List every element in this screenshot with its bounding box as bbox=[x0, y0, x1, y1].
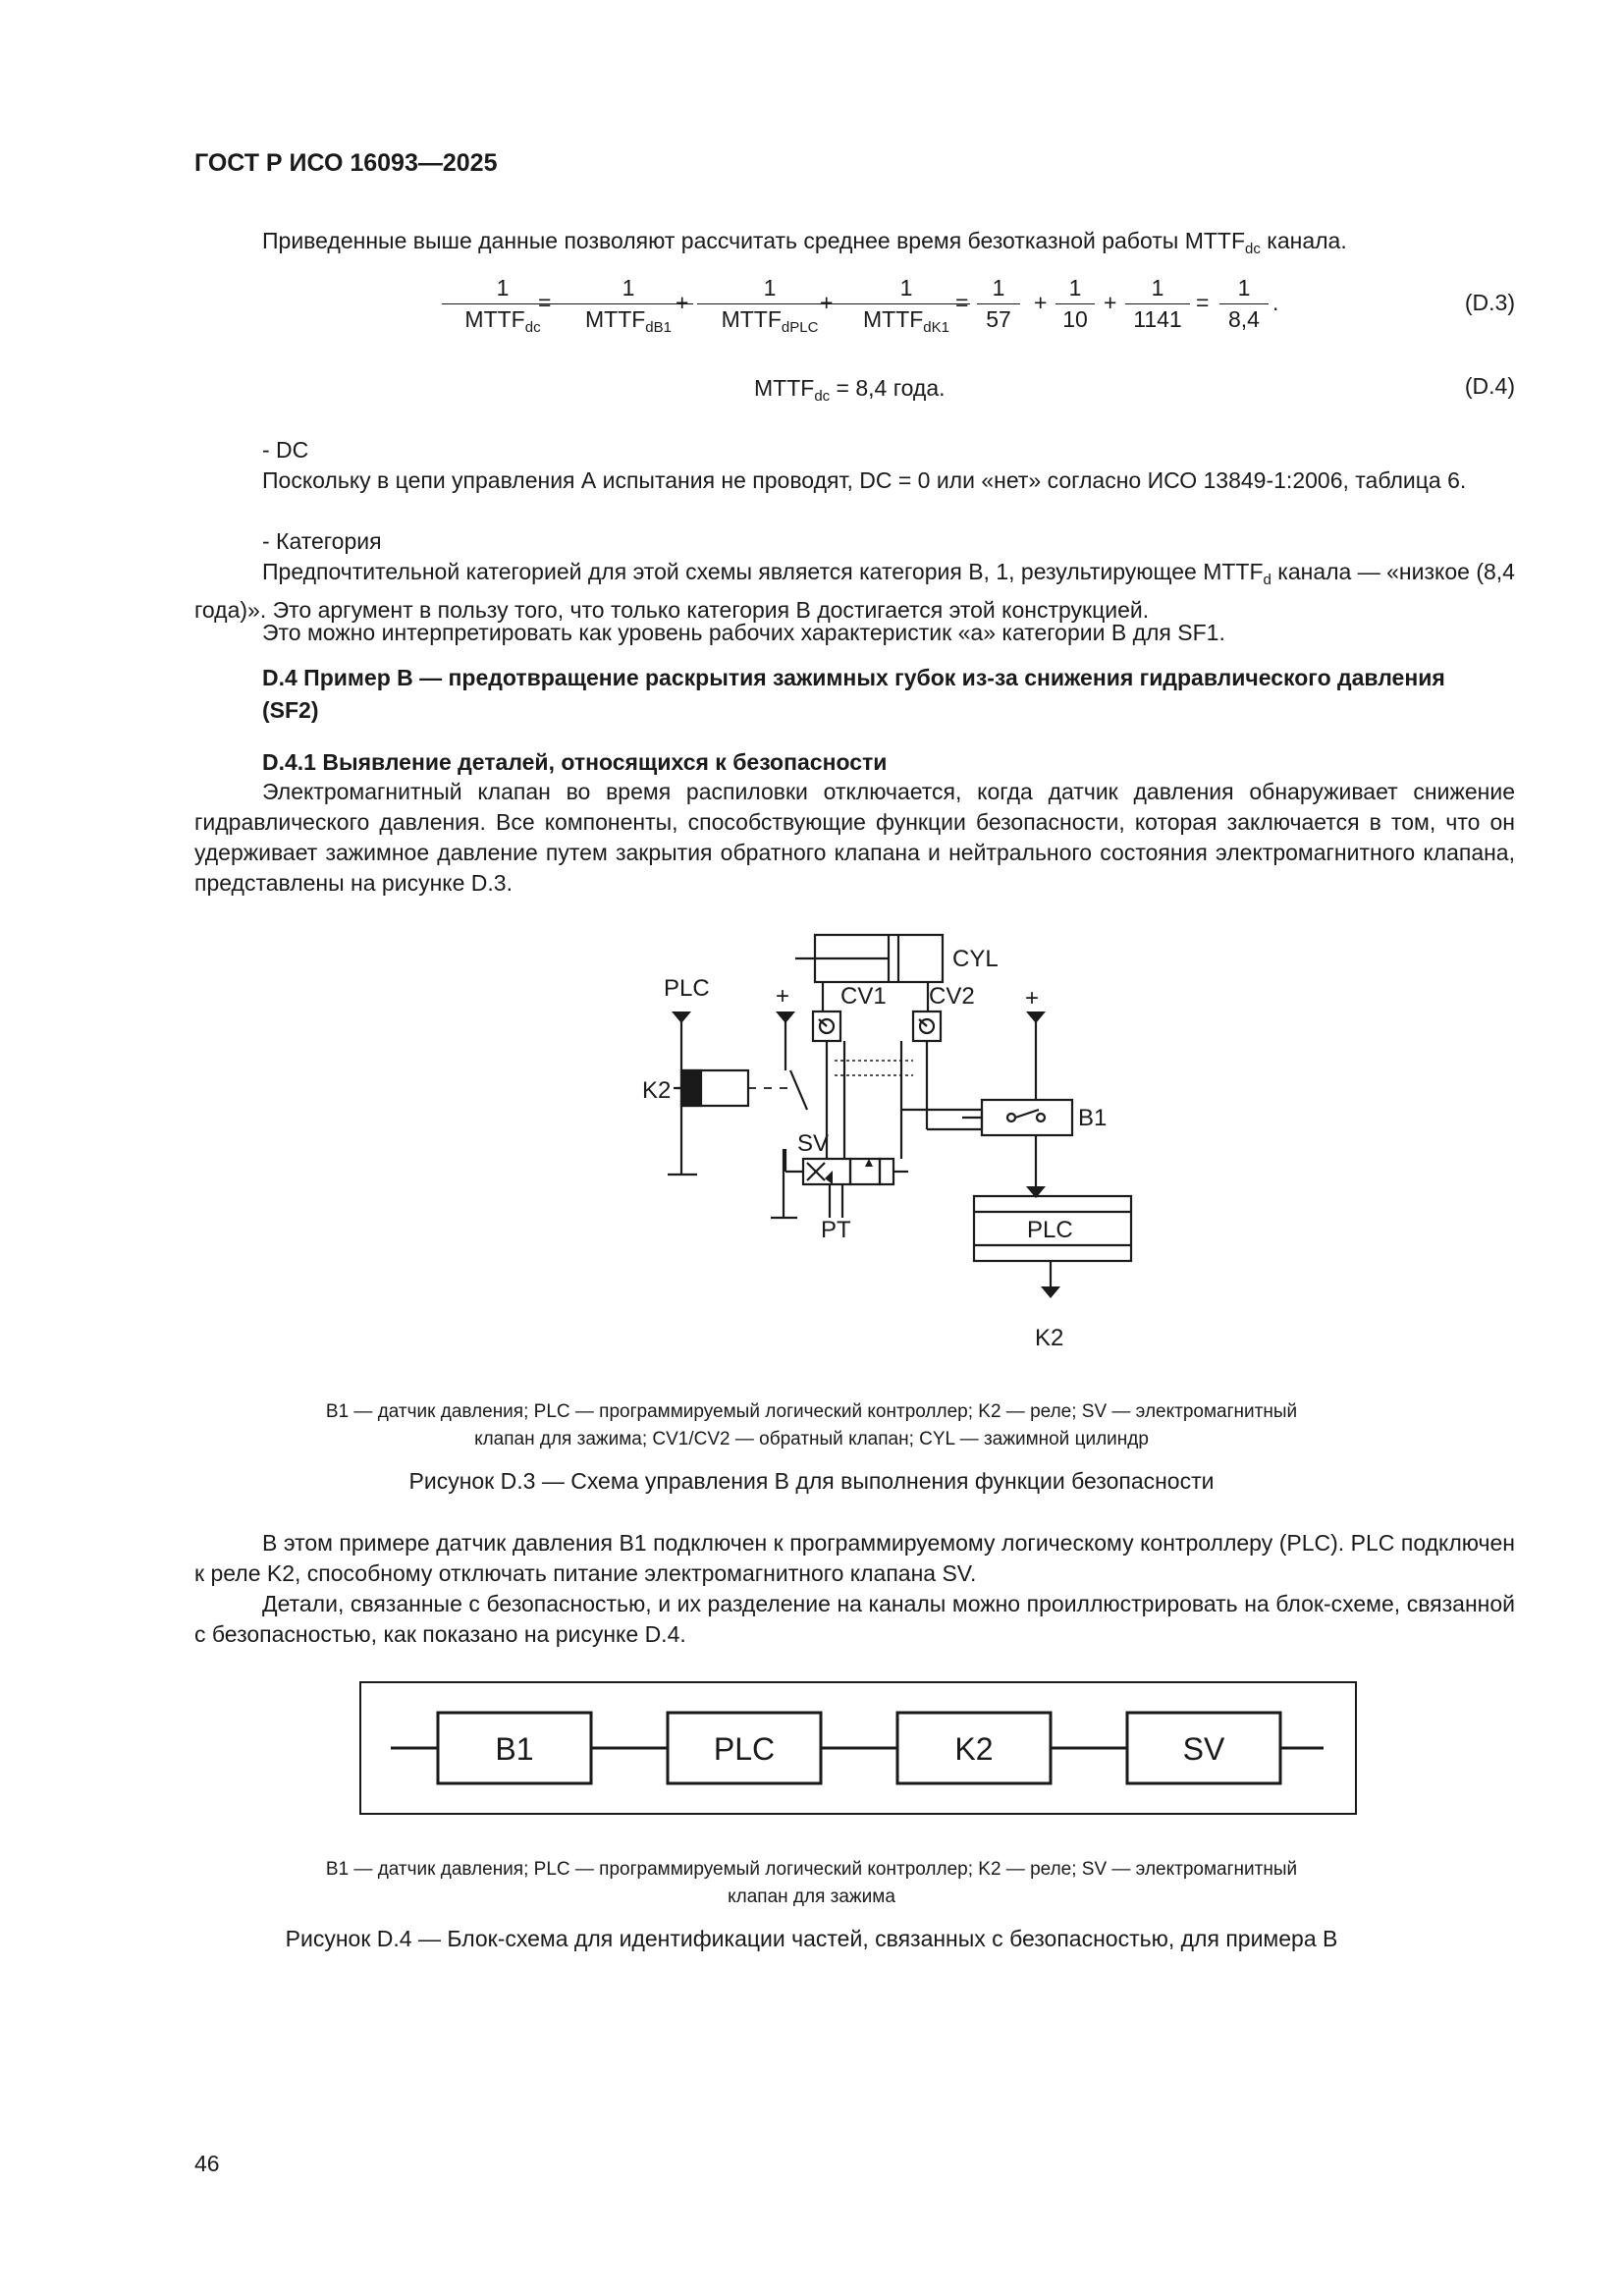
figure-d4-block-diagram bbox=[359, 1681, 1361, 1819]
fraction-mttf-db1: 1 $MTTF_{dB1}$ bbox=[564, 275, 693, 336]
label-plus-2: + bbox=[1025, 985, 1040, 1011]
figure-d4-caption: B1 — датчик давления; PLC — программируемый логический контроллер; K2 — реле; SV — электромагнитный клапан для зажима bbox=[325, 1859, 1298, 1907]
fraction-mttf-dk1: 1 $MTTF_{dK1}$ bbox=[842, 275, 970, 336]
figure-d3-schematic bbox=[589, 913, 1139, 1365]
figure-d4-title: Рисунок D.4 — Блок-схема для идентификации частей, связанных с безопасностью, для примера B bbox=[285, 1926, 1338, 1951]
plus-sign: + bbox=[1104, 290, 1117, 315]
intro-subscript: dc bbox=[1245, 241, 1261, 257]
plus-arrow-down bbox=[776, 1011, 795, 1023]
label-cv2: CV2 bbox=[929, 983, 975, 1010]
fraction-1-10: $\frac{1}{10}$ bbox=[1055, 275, 1095, 333]
dc-paragraph: Поскольку в цепи управления А испытания не проводят, DC = 0 или «нет» согласно ИСО 13849-1:2006, таблица 6. bbox=[262, 467, 1467, 493]
label-plus-1: + bbox=[776, 983, 790, 1010]
figure-d3-title: Рисунок D.3 — Схема управления B для выполнения функции безопасности bbox=[408, 1468, 1215, 1494]
equation-number-d4: (D.4) bbox=[1464, 373, 1515, 399]
intro-end: канала. bbox=[1260, 228, 1347, 253]
fraction-1-8-4: $\frac{1}{8,4}$ bbox=[1219, 275, 1269, 333]
plc-output-arrow bbox=[1041, 1286, 1060, 1298]
fraction-1-1141: $\frac{1}{1141}$ bbox=[1125, 275, 1190, 333]
fraction-mttf-dc: 1 $MTTF_{dc}$ bbox=[442, 275, 564, 336]
fraction-mttf-dplc: 1 $MTTF_{dPLC}$ bbox=[697, 275, 842, 336]
list-item-category: - Категория bbox=[262, 528, 382, 554]
plc-arrow-down bbox=[672, 1011, 691, 1023]
category-paragraph: Предпочтительной категорией для этой схемы является категория B, 1, результирующее $MTTF_d$ канала — «низкое (8,4 года)». Это аргумент в пользу того, что только категория B достигается этой конструкцией. bbox=[194, 559, 1515, 623]
after-figure-d3-paragraph: В этом примере датчик давления B1 подключен к программируемому логическому контроллеру (PLC). PLC подключен к реле K2, способному отключать питание электромагнитного клапана SV. bbox=[194, 1530, 1515, 1586]
label-pt: PT bbox=[821, 1217, 851, 1243]
document-header: ГОСТ Р ИСО 16093—2025 bbox=[194, 149, 498, 177]
plus-sign: + bbox=[820, 290, 834, 315]
figure-d3-caption: B1 — датчик давления; PLC — программируемый логический контроллер; K2 — реле; SV — электромагнитный клапан для зажима; CV1/CV2 — обратный клапан; CYL — зажимной цилиндр bbox=[325, 1401, 1298, 1449]
pressure-sensor-b1 bbox=[982, 1100, 1072, 1135]
d41-paragraph: Электромагнитный клапан во время распиловки отключается, когда датчик давления обнаруживает снижение гидравлического давления. Все компоненты, способствующие функции безопасности, которая заключается в том, что он удерживает зажимное давление путем закрытия обратного клапана и нейтрального состояния электромагнитного клапана, представлены на рисунке D.3. bbox=[194, 779, 1515, 896]
label-cyl: CYL bbox=[952, 946, 999, 972]
plus-sign: + bbox=[676, 290, 689, 315]
list-item-dc: - DC bbox=[262, 437, 309, 463]
equation-number-d3: (D.3) bbox=[1464, 290, 1515, 315]
label-sv: SV bbox=[797, 1130, 830, 1157]
category-paragraph-2: Это можно интерпретировать как уровень рабочих характеристик «а» категории B для SF1. bbox=[262, 620, 1225, 645]
label-plc-box: PLC bbox=[1027, 1217, 1073, 1243]
label-k2-out: K2 bbox=[1035, 1325, 1064, 1351]
block-label-sv: SV bbox=[1182, 1731, 1225, 1767]
page-number: 46 bbox=[194, 2151, 220, 2176]
after-figure-d3-paragraph-2: Детали, связанные с безопасностью, и их разделение на каналы можно проиллюстрировать на блок-схеме, связанной с безопасностью, как показано на рисунке D.4. bbox=[194, 1591, 1515, 1647]
equals-sign: = bbox=[955, 290, 969, 315]
label-k2: K2 bbox=[642, 1077, 672, 1104]
equation-d4-body: $MTTF_{dc} = 8,4$ года. bbox=[754, 375, 946, 405]
intro-text: Приведенные выше данные позволяют рассчитать среднее время безотказной работы MTTF bbox=[262, 228, 1246, 253]
plus-sign: + bbox=[1034, 290, 1048, 315]
label-b1: B1 bbox=[1078, 1105, 1108, 1131]
intro-paragraph bbox=[262, 226, 1347, 264]
plus-arrow-down-2 bbox=[1026, 1011, 1046, 1023]
fraction-1-57: $\frac{1}{57}$ bbox=[977, 275, 1020, 333]
solenoid-valve-left bbox=[803, 1159, 850, 1184]
period: . bbox=[1272, 290, 1279, 315]
block-label-k2: K2 bbox=[954, 1731, 994, 1767]
equals-sign: = bbox=[538, 290, 552, 315]
block-label-plc: PLC bbox=[713, 1731, 776, 1767]
equals-sign: = bbox=[1196, 290, 1210, 315]
label-plc: PLC bbox=[664, 975, 710, 1002]
section-heading-d41: D.4.1 Выявление деталей, относящихся к безопасности bbox=[262, 749, 888, 775]
label-cv1: CV1 bbox=[840, 983, 887, 1010]
block-label-b1: B1 bbox=[495, 1731, 534, 1767]
section-heading-d4: D.4 Пример B — предотвращение раскрытия зажимных губок из-за снижения гидравлического давления (SF2) bbox=[262, 665, 1445, 723]
